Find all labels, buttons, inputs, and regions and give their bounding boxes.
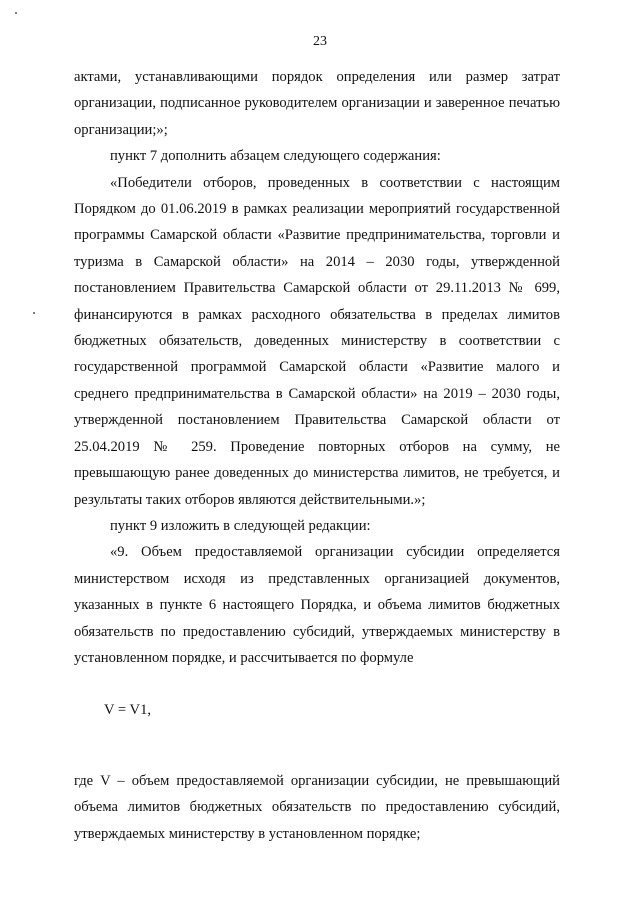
document-body xyxy=(74,64,560,847)
paragraph-winners: «Победители отборов, проведенных в соответствии с настоящим Порядком до 01.06.2019 в рамках реализации мероприятий государственной программы Самарской области «Развитие предпринимательства, торговли и туризма в Самарской области» на 2014 – 2030 годы, утвержденной постановлением Правительства Самарской области от 29.11.2013 № 699, финансируются в рамках расходного обязательства в пределах лимитов бюджетных обязательств, доведенных министерству в соответствии с государственной программой Самарской области «Развитие малого и среднего предпринимательства в Самарской области» на 2019 – 2030 годы, утвержденной постановлением Правительства Самарской области от 25.04.2019 № 259. Проведение повторных отборов на сумму, не превышающую ранее доведенных до министерства лимитов, не требуется, и результаты таких отборов являются действительными.»; xyxy=(74,174,560,508)
paragraph-formula-explanation: где V – объем предоставляемой организации субсидии, не превышающий объема лимитов бюджетных обязательств по предоставлению субсидий, утверждаемых министерству в установленном порядке; xyxy=(74,772,560,842)
paragraph-point-9-intro: пункт 9 изложить в следующей редакции: xyxy=(110,517,371,534)
scan-speck xyxy=(33,312,35,314)
page-number: 23 xyxy=(313,34,327,49)
paragraph-point-7-intro: пункт 7 дополнить абзацем следующего содержания: xyxy=(110,148,441,165)
paragraph-continuation: актами, устанавливающими порядок определения или размер затрат организации, подписанное руководителем организации и заверенное печатью организации;»; xyxy=(74,69,560,138)
formula: V = V1, xyxy=(104,702,152,719)
paragraph-point-9-text: «9. Объем предоставляемой организации субсидии определяется министерством исходя из представленных организацией документов, указанных в пункте 6 настоящего Порядка, и объема лимитов бюджетных обязательств по предоставлению субсидий, утверждаемых министерству в установленном порядке, и рассчитывается по формуле xyxy=(74,544,560,666)
scan-speck xyxy=(15,12,17,14)
